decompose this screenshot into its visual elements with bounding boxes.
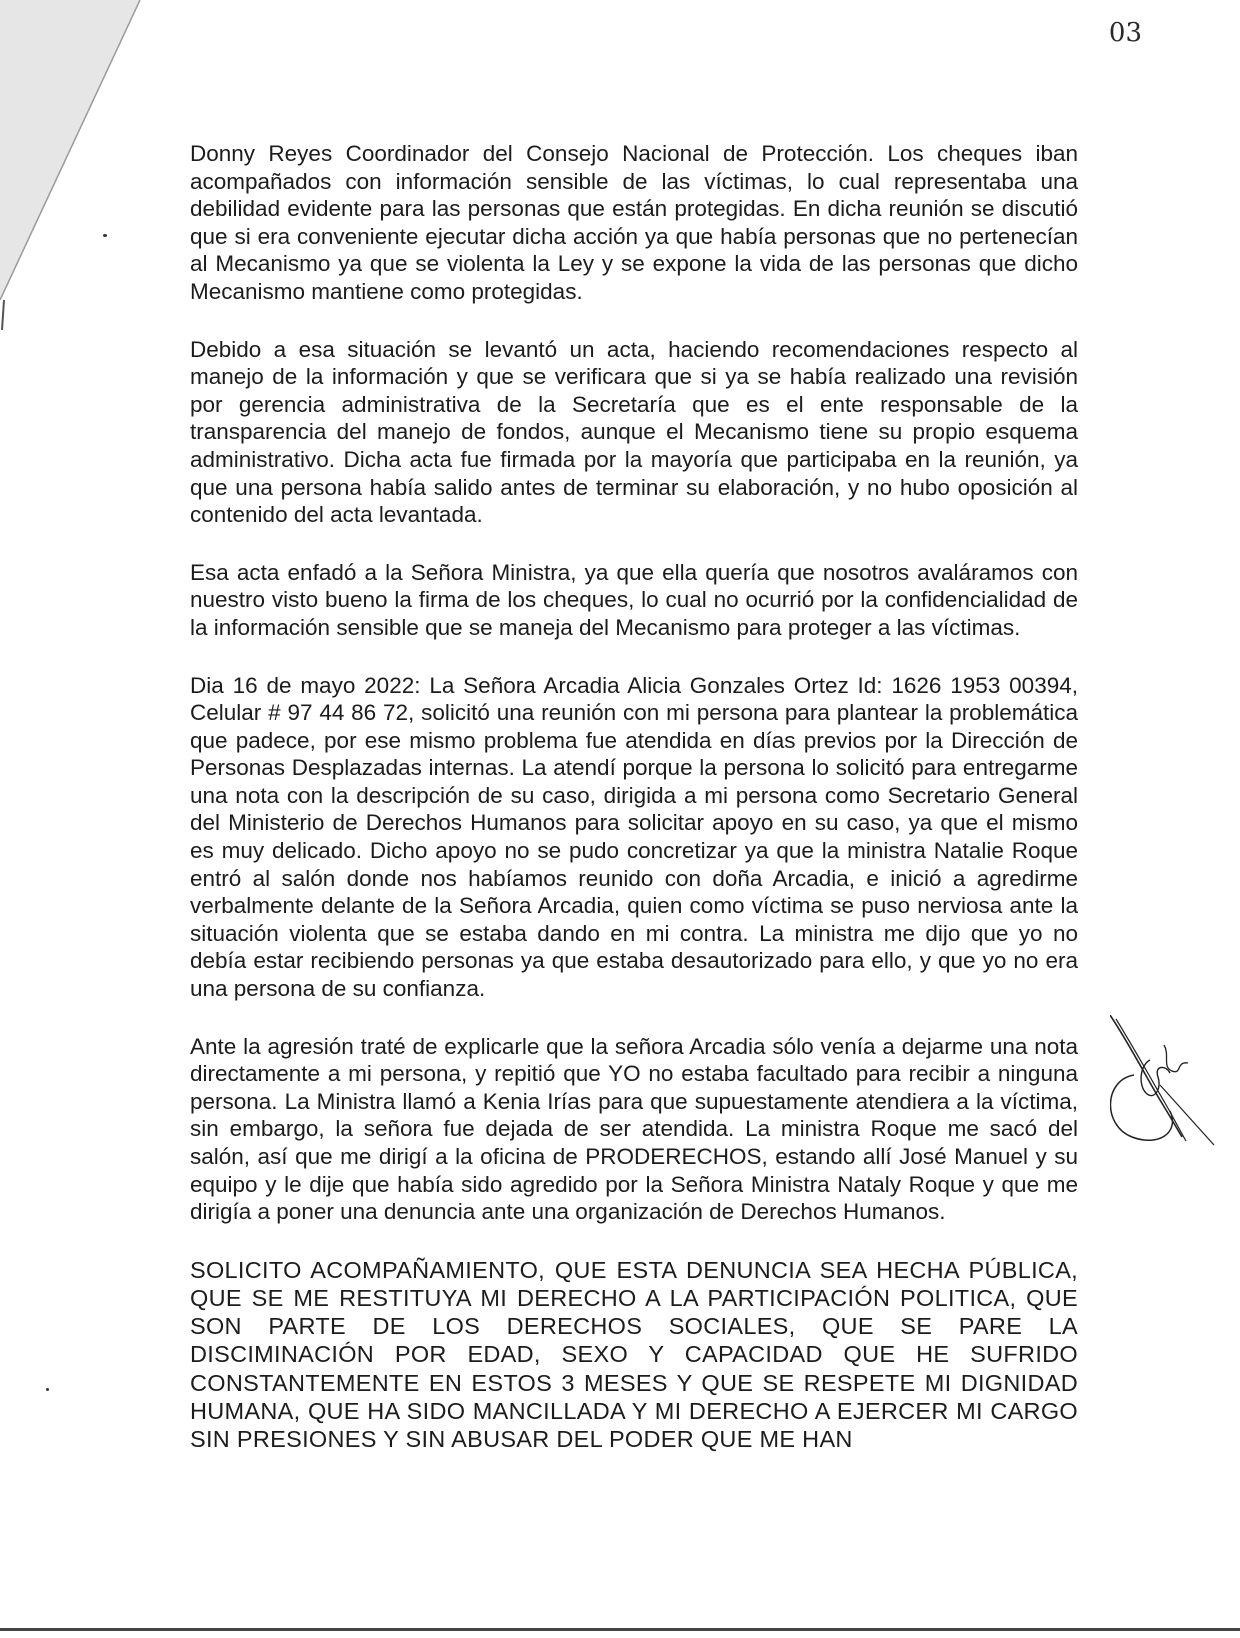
paragraph-ministra: Esa acta enfadó a la Señora Ministra, ya que ella quería que nosotros avaláramos con nuestro visto bueno la firma de los cheques, lo cual no ocurrió por la confidencialidad de la información sensible que se maneja del Mecanismo para proteger a las víctimas. (190, 559, 1078, 640)
paragraph-acta: Debido a esa situación se levantó un acta, haciendo recomendaciones respecto al manejo de la información y que se verificara que si ya se había realizado una revisión por gerencia administrativa de la Secretaría que es el ente responsable de la transparencia del manejo de fondos, aunque el Mecanismo tiene su propio esquema administrativo. Dicha acta fue firmada por la mayoría que participaba en la reunión, ya que una persona había salido antes de terminar su elaboración, y no hubo oposición al contenido del acta levantada. (190, 336, 1078, 528)
paragraph-agresion: Ante la agresión traté de explicarle que la señora Arcadia sólo venía a dejarme una nota directamente a mi persona, y repitió que YO no estaba facultado para recibir a ninguna persona. La Ministra llamó a Kenia Irías para que supuestamente atendiera a la víctima, sin embargo, la señora fue dejada de ser atendida. La ministra Roque me sacó del salón, así que me dirigí a la oficina de PRODERECHOS, estando allí José Manuel y su equipo y le dije que había sido agredido por la Señora Ministra Nataly Roque y que me dirigía a poner una denuncia ante una organización de Derechos Humanos. (190, 1033, 1078, 1225)
scan-speck (46, 1388, 49, 1391)
scan-speck (103, 234, 107, 237)
scan-shadow-edge (0, 0, 150, 330)
document-body (190, 140, 1078, 1483)
page-number: 03 (1108, 18, 1142, 48)
paragraph-16-mayo: Dia 16 de mayo 2022: La Señora Arcadia Alicia Gonzales Ortez Id: 1626 1953 00394, Celular # 97 44 86 72, solicitó una reunión con mi persona para plantear la problemática que padece, por ese mismo problema fue atendida en días previos por la Dirección de Personas Desplazadas internas. La atendí porque la persona lo solicitó para entregarme una nota con la descripción de su caso, dirigida a mi persona como Secretario General del Ministerio de Derechos Humanos para solicitar apoyo en su caso, ya que el mismo es muy delicado. Dicho apoyo no se pudo concretizar ya que la ministra Natalie Roque entró al salón donde nos habíamos reunido con doña Arcadia, e inició a agredirme verbalmente delante de la Señora Arcadia, quien como víctima se puso nerviosa ante la situación violenta que se estaba dando en mi contra. La ministra me dijo que yo no debía estar recibiendo personas ya que estaba desautorizado para ello, y que yo no era una persona de su confianza. (190, 672, 1078, 1002)
paragraph-solicitud: SOLICITO ACOMPAÑAMIENTO, QUE ESTA DENUNCIA SEA HECHA PÚBLICA, QUE SE ME RESTITUYA MI DERECHO A LA PARTICIPACIÓN POLITICA, QUE SON PARTE DE LOS DERECHOS SOCIALES, QUE SE PARE LA DISCIMINACIÓN POR EDAD, SEXO Y CAPACIDAD QUE HE SUFRIDO CONSTANTEMENTE EN ESTOS 3 MESES Y QUE SE RESPETE MI DIGNIDAD HUMANA, QUE HA SIDO MANCILLADA Y MI DERECHO A EJERCER MI CARGO SIN PRESIONES Y SIN ABUSAR DEL PODER QUE ME HAN (190, 1256, 1078, 1452)
bottom-scan-line (0, 1628, 1240, 1631)
paragraph-consejo: Donny Reyes Coordinador del Consejo Nacional de Protección. Los cheques iban acompañados con información sensible de las víctimas, lo cual representaba una debilidad evidente para las personas que están protegidas. En dicha reunión se discutió que si era conveniente ejecutar dicha acción ya que había personas que no pertenecían al Mecanismo ya que se violenta la Ley y se expone la vida de las personas que dicho Mecanismo mantiene como protegidas. (190, 141, 1078, 304)
handwritten-signature (1110, 1015, 1220, 1150)
